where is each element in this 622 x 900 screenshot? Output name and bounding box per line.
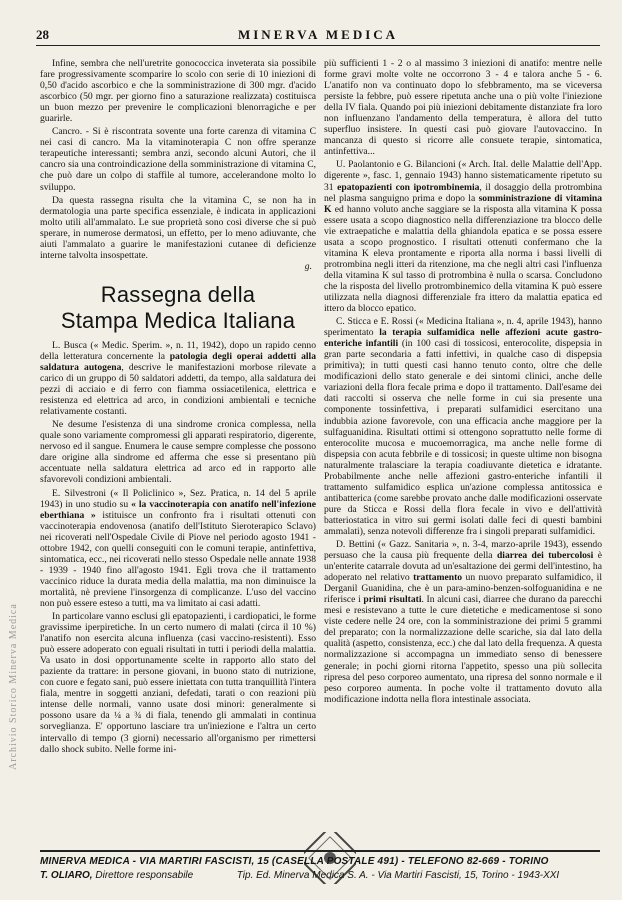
review-silvestroni <box>40 488 316 610</box>
author-signature: g. <box>304 260 312 272</box>
review-text: , il dosaggio della protrombina nel plasma sanguigno prima e dopo la <box>324 181 603 204</box>
paragraph: In particolare vanno esclusi gli epatopazienti, i cardiopatici, le forme gravissime iperpiretiche. In un certo numero di malati (circa il 10 %) l'anatifo non esercita alcuna influenza (casi vaccino-resistenti). Esso può essere adoperato con eguali risultati in tutti i periodi della malattia. Va usato in dosi opportunamente scelte in rapporto allo stato del paziente da trattare: in persone giovani, in buono stato di nutrizione, con cuore e fegato sani, può essere iniettata con tutta tranquillità l'intera fiala, mentre in soggetti anziani, defedati, tarati o con reazioni più intense delle normali, vanno usate dosi minori: generalmente si possono usare da ¼ a ¾ di fiala, tenendo gli ammalati in continua sorveglianza. E' opportuno lasciare tra un'iniezione e l'altra un certo intervallo di tempo (3 giorni) necessario all'organismo per rimettersi dallo shock subito. Nelle forme ini- <box>40 611 316 755</box>
review-topic: trattamento <box>413 572 463 584</box>
review-text: C. Sticca e E. Rossi (« Medicina Italiana », n. 4, aprile 1943), hanno sperimentato <box>324 316 602 339</box>
section-title-line: Rassegna della <box>100 281 256 307</box>
journal-title: MINERVA MEDICA <box>237 27 399 42</box>
review-topic: epatopazienti con ipotrombinemia <box>337 181 480 193</box>
review-topic: primi risultati <box>363 594 422 606</box>
section-title <box>40 282 316 334</box>
page-footer <box>40 850 600 883</box>
review-bettini <box>324 539 602 705</box>
right-column <box>324 58 602 707</box>
review-text: D. Bettini (« Gazz. Sanitaria », n. 3-4, marzo-aprile 1943), essendo persuaso che la causa più frequente della <box>324 539 602 562</box>
review-topic: somministrazione di vitamina K <box>324 192 602 215</box>
director-name: T. OLIARO, <box>40 870 93 881</box>
review-text: ed hanno voluto anche saggiare se la risposta alla vitamina K possa essere usata a scopo diagnostico nella differenziazione tra blocco delle vie extraepatiche e malattia della ghiandola epatica e se possa essere usata a scopo prognostico. I risultati ottenuti confermano che la vitamina K eleva prontamente e riporta alla norma i bassi livelli di protrombina negli itteri da ritenzione, ma che negli altri casi l'influenza della vitamina K sul tasso di protrombina è nulla o scarsa. Concludono che la risposta del livello protrombinemico della vitamina K può essere utilizzata nella diagnosi differenziale fra ittero da malattia epatica ed ittero da blocco epatico. <box>324 203 602 315</box>
review-text: U. Paolantonio e G. Bilancioni (« Arch. Ital. delle Malattie dell'App. digerente », fasc. 1, gennaio 1943) hanno sistematicamente ripetuto su 31 <box>324 159 602 193</box>
paragraph: Ne desume l'esistenza di una sindrome cronica complessa, nella quale sono variamente compromessi gli apparati respiratorio, digerente, nervoso ed il sangue. Enumera le cause sempre complesse che possono dare origine alla sindrome ed afferma che esse si presentano più accentuate nella saldatura elettrica ad arco ed in rapporto alle sfavorevoli condizioni ambientali. <box>40 419 316 486</box>
review-text: un nuovo preparato sulfamidico, il Derganil Guanidina, che è un para-amino-benzen-solfoguanidina e ne riferisce i <box>324 572 602 606</box>
review-topic: patologia degli operai addetti alla saldatura autogena <box>40 350 316 373</box>
review-text: E. Silvestroni (« Il Policlinico », Sez. Pratica, n. 14 del 5 aprile 1943) in uno studio su <box>40 487 316 510</box>
publisher-address: MINERVA MEDICA - VIA MARTIRI FASCISTI, 15 (CASELLA POSTALE 491) - TELEFONO 82-669 - TORINO <box>40 856 549 867</box>
paragraph: Cancro. - Si è riscontrata sovente una forte carenza di vitamina C nei casi di cancro. Ma la vitaminoterapia C non offre speranze terapeutiche interessanti; sembra anzi, secondo alcuni Autori, che il cancro sia una controindicazione della somministrazione di vitamina C, che può dare un colpo di staffile al tumore, accelerandone molto lo sviluppo. <box>40 126 316 193</box>
footer-credits <box>40 869 600 883</box>
paragraph: Da questa rassegna risulta che la vitamina C, se non ha in dermatologia una parte specifica essenziale, è indicata in applicazioni molto utili all'ammalato. Le sue proprietà sono così diverse che si può sperare, in numerose dermatosi, un effetto, per lo meno adiuvante, che aiuti l'ammalato a guarire le manifestazioni cutanee di deficienze interne talvolta insospettate. <box>40 194 316 261</box>
printer-info: Tip. Ed. Minerva Medica S. A. - Via Martiri Fascisti, 15, Torino - 1943-XXI <box>236 870 560 881</box>
paragraph: più sufficienti 1 - 2 o al massimo 3 iniezioni di anatifo: mentre nelle forme gravi molte volte ne occorrono 3 - 4 e talora anche 5 - 6. L'anatifo non va continuato dopo lo sfebbramento, ma se viceversa persiste la febbre, può essere ripetuta anche una o più volte l'iniezione della IV fiala. Quando poi più iniezioni debitamente distanziate fra loro non influenzano l'andamento della temperatura, è allora del tutto superfluo insistere. In questi casi può giovare l'autovaccino. In mancanza di questo si ricorre alle consuete terapie, sintomatica, antinfettiva... <box>324 58 602 158</box>
review-text: istituisce un confronto fra i risultati ottenuti con vaccinoterapia endovenosa (anatifo dell'Istituto Sieroterapico Sclavo) nei ricoverati nell'Ospedale Civile di Piove nel periodo agosto 1941 - ottobre 1942, con quelli conseguiti con le comuni terapie, antinfettiva, sintomatica, ecc., nei ricoverati nello stesso Ospedale nelle annate 1938 - 1939 - 1940 fino all'agosto 1941. Egli trova che il trattamento vaccinico riduce la durata media della malattia, ma non diminuisce la mortalità, nè previene l'insorgenza di complicanze. L'uso del vaccino non può essere esteso a tutti, ma va limitato ai casi adatti. <box>40 509 316 609</box>
review-topic: la terapia sulfamidica nelle affezioni acute gastro-enteriche infantili <box>324 327 602 350</box>
page-number: 28 <box>36 27 49 42</box>
director-role: Direttore responsabile <box>92 870 194 881</box>
review-text: . In alcuni casi, diarree che durano da parecchi mesi e resistevano a tutte le cure dietetiche e medicamentose si sono viste cedere nelle 24 ore, con la somministrazione dei primi 5 grammi del preparato; con la normalizzazione delle scariche, sia dal lato della qualità (aspetto, consistenza, ecc.) che dal lato della frequenza. A questa normalizzazione si accompagna un immediato senso di benessere generale; in pochi giorni ritorna l'appetito, spesso una più sollecita ripresa del peso corporeo aumentato, una ripresa del sonno normale e il peso corporeo aumenta. In poche volte il trattamento dovuto alla modificazione indotta nella flora intestinale associata. <box>324 594 602 705</box>
section-title-line: Stampa Medica Italiana <box>60 307 296 333</box>
review-busca <box>40 340 316 417</box>
review-sticca <box>324 316 602 537</box>
review-topic: diarrea dei tubercolosi <box>496 550 594 562</box>
review-text: L. Busca (« Medic. Sperim. », n. 11, 1942), dopo un rapido cenno della letteratura concernente la <box>40 339 316 362</box>
paragraph: Infine, sembra che nell'uretrite gonococcica inveterata sia possibile fare progressivamente scomparire lo scolo con serie di 10 iniezioni di 0,50 d'acido ascorbico e che la somministrazione di 300 mgr. d'acido ascorbico (50 mgr. per giorno fino a saturazione realizzata) costituisca un buon mezzo per prevenire le complicazioni blenorragiche e per guarirle. <box>40 58 316 125</box>
review-text: è un'enterite catarrale dovuta ad un'esaltazione dei germi dell'intestino, ha adoperato nel relativo <box>324 550 602 584</box>
left-column <box>40 58 316 757</box>
review-text: (in 100 casi di tossicosi, enterocolite, dispepsia in gran parte secondaria a fatti infettivi, in qualche caso di dispepsia primitiva); in tutti questi casi hanno tenuto conto, oltre che delle modificazioni dello stato generale e dei sintomi clinici, anche delle variazioni della flora fecale prima e dopo il trattamento. Dall'esame dei dati raccolti si osserva che nelle forme in cui sia presente una componente tossinfettiva, i preparati sulfamidici esercitano una indubbia azione favorevole, con una efficacia anche maggiore per la sulfaguanidina. Risultati ottimi si ottengono soprattutto nelle forme di enterocolite mucosa e mucoemorragica, ma anche nelle forme di dispepsia con acuta febbrile e di tossicosi; in queste ultime non bisogna naturalmente tralasciare la terapia coadiuvante dietetica e idratante. Probabilmente anche nelle affezioni gastro-enteriche infantili il trattamento sulfamidico esplica un'azione complessa antitossica e antibatterica (come sarebbe provato anche dalle modificazioni osservate pure da Sticca e Rossi della flora fecale in vivo e dell'attività batteriostatica in vitro sui germi isolati dalle feci di questi bambini ammalati), senza notevoli differenze fra i singoli preparati sulfamidici. <box>324 338 603 537</box>
margin-watermark: Archivio Storico Minerva Medica <box>8 603 19 770</box>
review-paolantonio <box>324 159 602 314</box>
page-header <box>36 27 600 46</box>
review-text: , descrive le manifestazioni morbose rilevate a carico di un gruppo di 50 saldatori addetti, da tempo, alla saldatura dei pezzi di acciaio e di ferro con fiamma ossiacetilenica, elettrica e resistenza ed elettrica ad arco, in condizioni ambientali e tecniche relativamente costanti. <box>40 361 317 418</box>
review-topic: « la vaccinoterapia con anatifo nell'infezione eberthiana » <box>40 498 316 521</box>
